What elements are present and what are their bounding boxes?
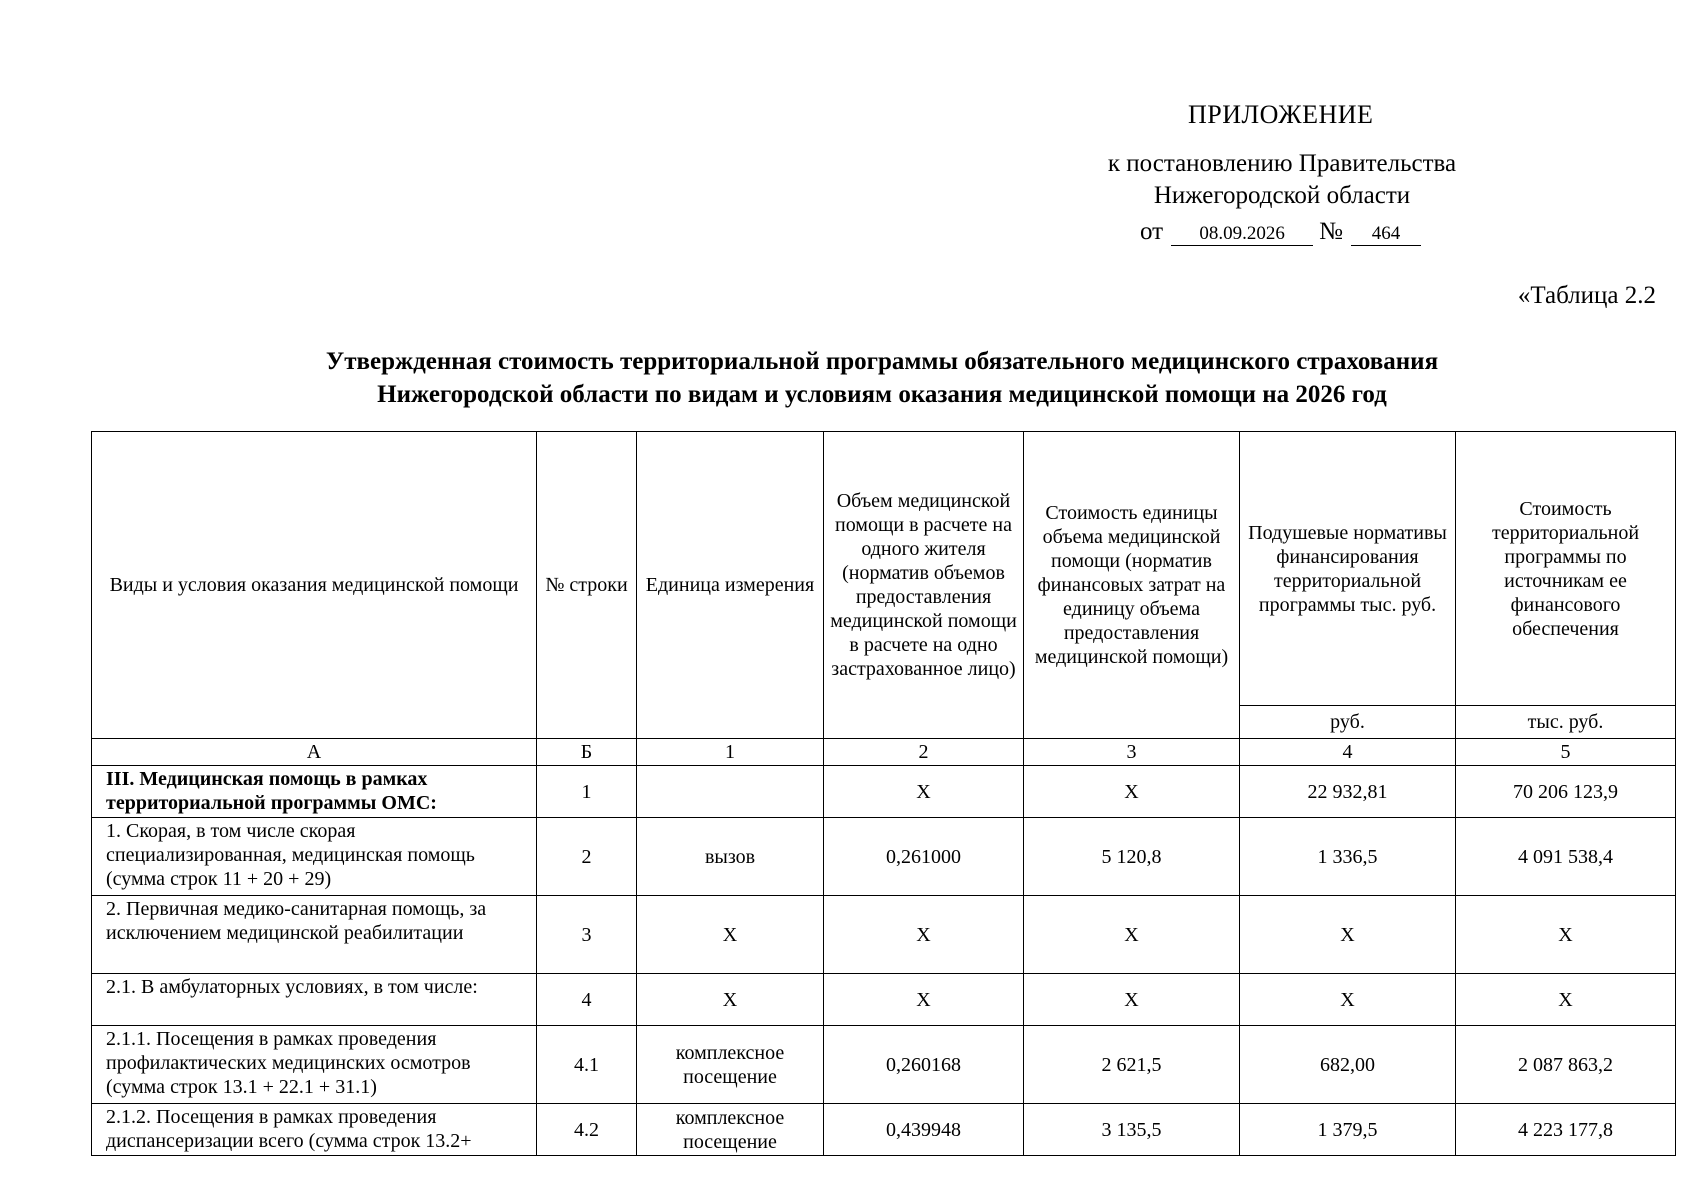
row-total: Х (1456, 974, 1676, 1026)
row-name: 2.1. В амбулаторных условиях, в том числе: (92, 974, 537, 1026)
title-line-1: Утвержденная стоимость территориальной программы обязательного медицинского страхования (325, 348, 1439, 375)
header-col-4: Подушевые нормативы финансирования территориальной программы тыс. руб. (1240, 432, 1456, 706)
row-num: 4 (537, 974, 637, 1026)
table-row (92, 1104, 1676, 1156)
row-per-capita: 22 932,81 (1240, 766, 1456, 818)
row-unit: комплексное посещение (637, 1104, 824, 1156)
cost-table (91, 431, 1676, 1156)
row-unit (637, 766, 824, 818)
row-cost: Х (1024, 974, 1240, 1026)
row-num: 3 (537, 896, 637, 974)
index-cell: А (92, 739, 537, 766)
row-unit: комплексное посещение (637, 1026, 824, 1104)
row-per-capita: 682,00 (1240, 1026, 1456, 1104)
row-total: 2 087 863,2 (1456, 1026, 1676, 1104)
header-unit-4: руб. (1240, 706, 1456, 739)
row-num: 2 (537, 818, 637, 896)
row-cost: 3 135,5 (1024, 1104, 1240, 1156)
header-col-b: № строки (537, 432, 637, 739)
index-cell: 3 (1024, 739, 1240, 766)
order-reference (1140, 218, 1421, 246)
row-per-capita: Х (1240, 974, 1456, 1026)
header-col-a: Виды и условия оказания медицинской помощи (92, 432, 537, 739)
row-name: 2.1.1. Посещения в рамках проведения профилактических медицинских осмотров (сумма строк 13.1 + 22.1 + 31.1) (92, 1026, 537, 1104)
row-per-capita: Х (1240, 896, 1456, 974)
row-total: 4 091 538,4 (1456, 818, 1676, 896)
table-row (92, 896, 1676, 974)
index-cell: 4 (1240, 739, 1456, 766)
row-per-capita: 1 379,5 (1240, 1104, 1456, 1156)
row-num: 1 (537, 766, 637, 818)
row-total: Х (1456, 896, 1676, 974)
number-sign: № (1319, 218, 1343, 245)
table-row (92, 974, 1676, 1026)
row-volume: Х (824, 974, 1024, 1026)
row-volume: 0,260168 (824, 1026, 1024, 1104)
header-col-3: Стоимость единицы объема медицинской помощи (норматив финансовых затрат на единицу объема предоставления медицинской помощи) (1024, 432, 1240, 739)
row-total: 4 223 177,8 (1456, 1104, 1676, 1156)
order-number: 464 (1351, 223, 1421, 246)
row-volume: Х (824, 896, 1024, 974)
table-reference: «Таблица 2.2 (1517, 282, 1656, 309)
index-cell: 2 (824, 739, 1024, 766)
row-total: 70 206 123,9 (1456, 766, 1676, 818)
row-name: III. Медицинская помощь в рамках территориальной программы ОМС: (92, 766, 537, 818)
row-cost: Х (1024, 896, 1240, 974)
row-unit: Х (637, 896, 824, 974)
row-name: 2.1.2. Посещения в рамках проведения диспансеризации всего (сумма строк 13.2+ (92, 1104, 537, 1156)
row-cost: Х (1024, 766, 1240, 818)
row-cost: 2 621,5 (1024, 1026, 1240, 1104)
row-name: 1. Скорая, в том числе скорая специализированная, медицинская помощь (сумма строк 11 + 20 + 29) (92, 818, 537, 896)
resolution-line: к постановлению Правительства (1107, 150, 1457, 177)
row-num: 4.2 (537, 1104, 637, 1156)
header-col-5: Стоимость территориальной программы по источникам ее финансового обеспечения (1456, 432, 1676, 706)
header-unit-5: тыс. руб. (1456, 706, 1676, 739)
title-line-2: Нижегородской области по видам и условиям оказания медицинской помощи на 2026 год (377, 381, 1387, 408)
row-volume: Х (824, 766, 1024, 818)
index-cell: 5 (1456, 739, 1676, 766)
row-volume: 0,261000 (824, 818, 1024, 896)
row-volume: 0,439948 (824, 1104, 1024, 1156)
row-name: 2. Первичная медико-санитарная помощь, за исключением медицинской реабилитации (92, 896, 537, 974)
index-cell: Б (537, 739, 637, 766)
table-row (92, 1026, 1676, 1104)
row-per-capita: 1 336,5 (1240, 818, 1456, 896)
row-num: 4.1 (537, 1026, 637, 1104)
region-line: Нижегородской области (1153, 182, 1411, 209)
row-unit: вызов (637, 818, 824, 896)
document-title (92, 345, 1672, 411)
index-cell: 1 (637, 739, 824, 766)
table-row (92, 766, 1676, 818)
appendix-title: ПРИЛОЖЕНИЕ (1188, 100, 1374, 129)
header-col-2: Объем медицинской помощи в расчете на одного жителя (норматив объемов предоставления медицинской помощи в расчете на одно застрахованное лицо) (824, 432, 1024, 739)
row-cost: 5 120,8 (1024, 818, 1240, 896)
header-col-1: Единица измерения (637, 432, 824, 739)
row-unit: Х (637, 974, 824, 1026)
index-row (92, 739, 1676, 766)
order-date: 08.09.2026 (1171, 223, 1313, 246)
table-row (92, 818, 1676, 896)
from-label: от (1140, 218, 1164, 245)
